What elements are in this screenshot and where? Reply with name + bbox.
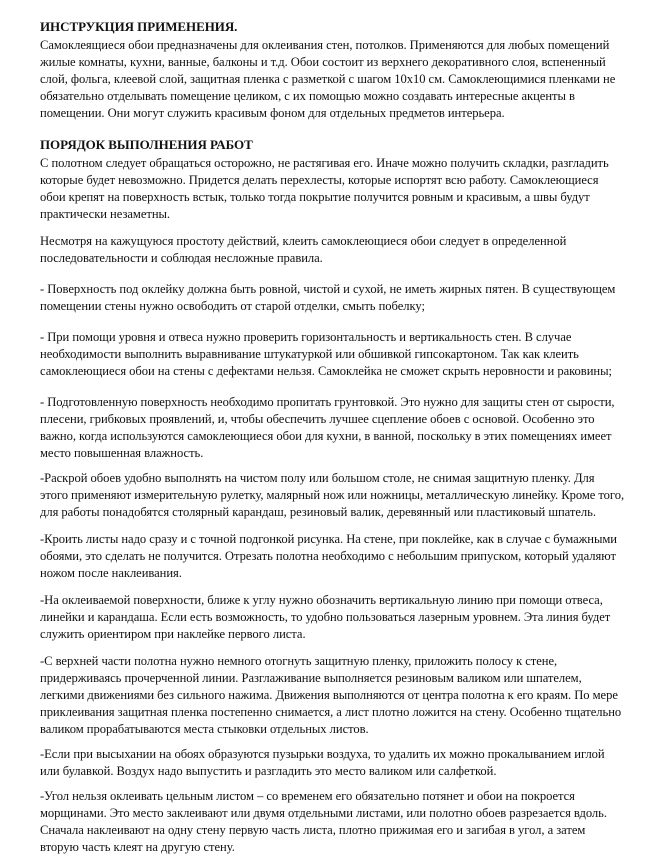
procedure-step: -Кроить листы надо сразу и с точной подгонкой рисунка. На стене, при поклейке, как в случае с бумажными обоями, это сделать не получится. Отрезать полотна необходимо с небольшим припуском, который удаляют ножом после наклеивания. <box>40 532 617 580</box>
procedure-step: -Угол нельзя оклеивать цельным листом – со временем его обязательно потянет и обои на покроется морщинами. Это место заклеивают или двумя отдельными листами, или полотно обоев разрезается вдоль. Сначала наклеивают на одну стену первую часть листа, плотно прижимая его и загибая в угол, а затем вторую часть клеят на другую стену. <box>40 789 607 854</box>
procedure-paragraph: Несмотря на кажущуюся простоту действий, клеить самоклеющиеся обои следует в определенной последовательности и соблюдая несложные правила. <box>40 234 567 265</box>
procedure-step: - При помощи уровня и отвеса нужно проверить горизонтальность и вертикальность стен. В случае необходимости выполнить выравнивание штукатуркой или обшивкой гипсокартоном. Так как клеить самоклеющиеся обои на стены с дефектами нельзя. Самоклейка не сможет скрыть неровности и раковины; <box>40 330 612 378</box>
procedure-paragraph: С полотном следует обращаться осторожно, не растягивая его. Иначе можно получить складки, разгладить которые будет невозможно. Придется делать перехлесты, которые испортят всю работу. Самоклеющиеся обои крепят на поверхность встык, только тогда покрытие получится ровным и красивым, а швы будут практически незаметны. <box>40 156 609 221</box>
section-heading-instructions: ИНСТРУКЦИЯ ПРИМЕНЕНИЯ. <box>40 19 238 34</box>
procedure-step: -Если при высыхании на обоях образуются пузырьки воздуха, то удалить их можно прокалыванием иглой или булавкой. Воздух надо выпустить и разгладить это место валиком или салфеткой. <box>40 747 605 778</box>
procedure-step: - Поверхность под оклейку должна быть ровной, чистой и сухой, не иметь жирных пятен. В существующем помещении стены нужно освободить от старой отделки, смыть побелку; <box>40 282 616 313</box>
procedure-step: -На оклеиваемой поверхности, ближе к углу нужно обозначить вертикальную линию при помощи отвеса, линейки и карандаша. Если есть возможность, то удобно пользоваться лазерным уровнем. Эта линия будет служить ориентиром при наклейке первого листа. <box>40 593 611 641</box>
procedure-step: - Подготовленную поверхность необходимо пропитать грунтовкой. Это нужно для защиты стен от сырости, плесени, грибковых проявлений, и, чтобы обеспечить лучшее сцепление обоев с основой. Особенно это важно, когда используются самоклеющиеся обои для кухни, в ванной, поскольку в этих помещениях имеет место повышенная влажность. <box>40 395 615 460</box>
section-heading-procedure: ПОРЯДОК ВЫПОЛНЕНИЯ РАБОТ <box>40 137 253 152</box>
procedure-step: -Раскрой обоев удобно выполнять на чистом полу или большом столе, не снимая защитную пленку. Для этого применяют измерительную рулетку, малярный нож или ножницы, металлическую линейку. Кроме того, для работы понадобятся столярный карандаш, резиновый валик, деревянный или пластиковый шпатель. <box>40 471 625 519</box>
procedure-step: -С верхней части полотна нужно немного отогнуть защитную пленку, приложить полосу к стене, придерживаясь прочерченной линии. Разглаживание выполняется резиновым валиком или шпателем, легкими движениями без сильного нажима. Движения выполняются от центра полотна к его краям. По мере приклеивания защитная пленка постепенно снимается, а лист плотно ложится на стену. Особенно тщательно валиком прорабатываются места стыковки отдельных листов. <box>40 654 622 736</box>
intro-paragraph: Самоклеящиеся обои предназначены для оклеивания стен, потолков. Применяются для любых помещений жилые комнаты, кухни, ванные, балконы и т.д. Обои состоит из верхнего декоративного слоя, вспененный слой, фольга, клеевой слой, защитная пленка с разметкой с шагом 10х10 см. Самоклеющимися пленками не обязательно отделывать помещение целиком, с их помощью можно создавать интересные акценты в помещении. Они могут служить красивым фоном для отдельных предметов интерьера. <box>40 38 616 120</box>
